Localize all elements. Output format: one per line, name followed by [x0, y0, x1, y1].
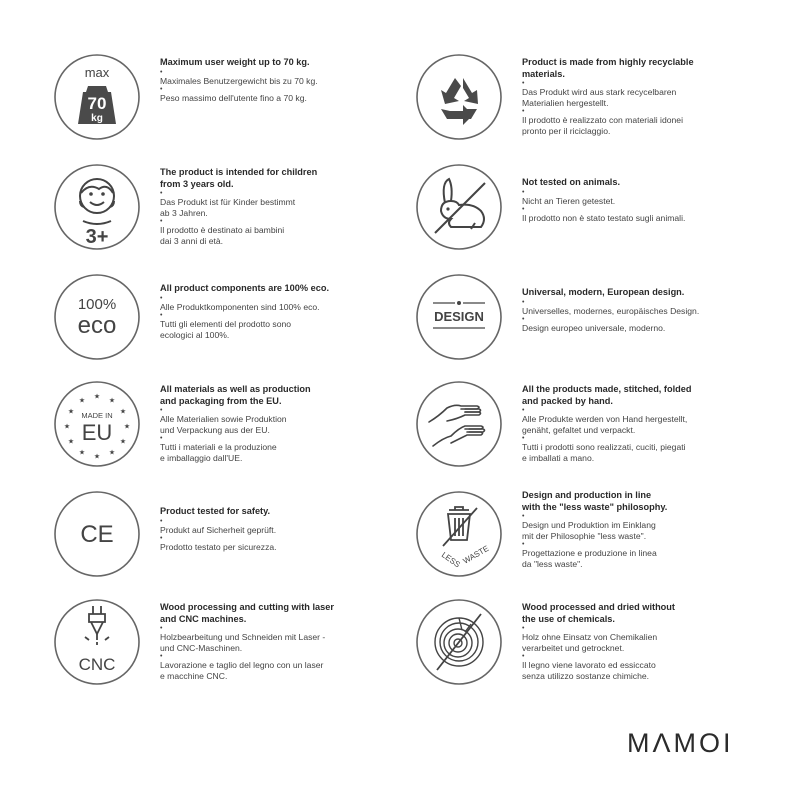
bullet-dot: • — [160, 535, 163, 542]
feature-text-it: Il prodotto è destinato ai bambini dai 3 anni di età. — [160, 225, 285, 246]
eu-star-icon: ★ — [108, 397, 116, 405]
feature-text-it: Design europeo universale, moderno. — [522, 323, 666, 333]
feature-text-de: Maximales Benutzergewicht bis zu 70 kg. — [160, 75, 318, 86]
bullet-dot: • — [160, 86, 163, 93]
feature-recyclable — [415, 53, 775, 153]
bullet-dot: • — [522, 188, 525, 196]
ce-label: CE — [80, 521, 114, 548]
weight-icon — [53, 53, 141, 141]
feature-text-de: Alle Materialien sowie Produktion und Verpackung aus der EU. — [160, 414, 287, 435]
feature-title: Product tested for safety. — [160, 506, 271, 516]
feature-text-it: Lavorazione e taglio del legno con un laser e macchine CNC. — [160, 660, 324, 681]
feature-text-de: Alle Produktkomponenten sind 100% eco. — [160, 301, 320, 312]
feature-text-it: Il prodotto è realizzato con materiali idonei pronto per il riciclaggio. — [522, 115, 683, 136]
weight-icon-kg: kg — [91, 113, 103, 124]
bullet-dot: • — [522, 316, 525, 323]
feature-handmade — [415, 380, 775, 480]
feature-text-de: Holz ohne Einsatz von Chemikalien verarbeitet und getrocknet. — [522, 632, 658, 653]
eu-star-icon: ★ — [67, 408, 75, 416]
bullet-dot: • — [522, 541, 525, 548]
feature-text-de: Das Produkt wird aus stark recycelbaren Materialien hergestellt. — [522, 87, 677, 108]
feature-text-it: Progettazione e produzione in linea da "less waste". — [522, 548, 657, 569]
age-label: 3+ — [85, 226, 109, 248]
less-waste-icon — [415, 490, 503, 578]
bullet-dot: • — [160, 190, 163, 197]
bullet-dot: • — [160, 312, 163, 319]
bullet-dot: • — [160, 407, 163, 414]
feature-title: Not tested on animals. — [522, 177, 621, 187]
bullet-dot: • — [522, 513, 525, 520]
bullet-dot: • — [160, 218, 163, 225]
eu-star-icon: ★ — [123, 423, 131, 431]
feature-weight — [53, 53, 413, 153]
eco-percent: 100% — [77, 296, 117, 313]
made-in-eu-icon — [53, 380, 141, 468]
feature-text-it: Prodotto testato per sicurezza. — [160, 542, 277, 552]
bullet-dot: • — [160, 517, 163, 525]
recycle-icon — [415, 53, 503, 141]
bullet-dot: • — [522, 108, 525, 115]
feature-title: Wood processed and dried without the use of chemicals. — [522, 602, 675, 624]
feature-safety — [53, 490, 413, 590]
design-word: DESIGN — [434, 309, 484, 324]
eu-star-icon: ★ — [78, 397, 86, 405]
feature-text-de: Das Produkt ist für Kinder bestimmt ab 3 Jahren. — [160, 197, 296, 218]
child-face-icon — [53, 163, 141, 251]
feature-text-de: Holzbearbeitung und Schneiden mit Laser - und CNC-Maschinen. — [160, 632, 326, 653]
feature-less-waste — [415, 490, 775, 590]
less-label: LESS — [439, 550, 462, 570]
feature-title: All materials as well as production and packaging from the EU. — [160, 384, 311, 406]
feature-text-it: Tutti i materiali e la produzione e imballaggio dall'UE. — [160, 442, 277, 463]
feature-text-it: Tutti i prodotti sono realizzati, cuciti, piegati e imballati a mano. — [522, 442, 686, 463]
feature-text-it: Peso massimo dell'utente fino a 70 kg. — [160, 93, 307, 103]
bullet-dot: • — [522, 206, 525, 213]
feature-design — [415, 273, 775, 373]
eu-star-icon: ★ — [93, 453, 101, 461]
weight-icon-70: 70 — [87, 94, 107, 113]
eu-star-icon: ★ — [93, 393, 101, 401]
wood-log-icon — [415, 598, 503, 686]
feature-made-in-eu — [53, 380, 413, 480]
bullet-dot: • — [522, 80, 525, 87]
feature-cnc — [53, 598, 413, 698]
feature-title: All the products made, stitched, folded and packed by hand. — [522, 384, 692, 406]
feature-text-de: Universelles, modernes, europäisches Design. — [522, 305, 700, 316]
rabbit-icon — [415, 163, 503, 251]
eco-word: eco — [77, 312, 117, 339]
feature-text-it: Il legno viene lavorato ed essiccato senza utilizzo sostanze chimiche. — [522, 660, 656, 681]
ce-mark-icon — [53, 490, 141, 578]
feature-text-de: Nicht an Tieren getestet. — [522, 195, 616, 206]
feature-text-de: Alle Produkte werden von Hand hergestellt, genäht, gefaltet und verpackt. — [522, 414, 688, 435]
bullet-dot: • — [160, 68, 163, 76]
bullet-dot: • — [522, 435, 525, 442]
feature-title: The product is intended for children from 3 years old. — [160, 167, 318, 189]
feature-text-it: Il prodotto non è stato testato sugli animali. — [522, 213, 686, 223]
waste-label: WASTE — [461, 543, 491, 566]
bullet-dot: • — [160, 435, 163, 442]
feature-cruelty-free — [415, 163, 775, 263]
eu-star-icon: ★ — [67, 438, 75, 446]
cnc-label: CNC — [78, 655, 116, 674]
bullet-dot: • — [522, 653, 525, 660]
feature-title: Wood processing and cutting with laser and CNC machines. — [160, 602, 334, 624]
eu-star-icon: ★ — [108, 449, 116, 457]
eu-star-icon: ★ — [119, 438, 127, 446]
bullet-dot: • — [160, 653, 163, 660]
eco-icon — [53, 273, 141, 361]
eu-star-icon: ★ — [63, 423, 71, 431]
feature-title: All product components are 100% eco. — [160, 283, 329, 293]
made-in-label: MADE IN — [81, 411, 113, 420]
hands-icon — [415, 380, 503, 468]
feature-title: Maximum user weight up to 70 kg. — [160, 57, 310, 67]
brand-logo: MΛMOI — [627, 728, 734, 758]
eu-star-icon: ★ — [119, 408, 127, 416]
feature-age — [53, 163, 413, 263]
feature-title: Design and production in line with the "less waste" philosophy. — [522, 490, 668, 512]
bullet-dot: • — [160, 294, 163, 302]
cnc-laser-icon — [53, 598, 141, 686]
design-icon — [415, 273, 503, 361]
feature-title: Universal, modern, European design. — [522, 287, 685, 297]
bullet-dot: • — [522, 407, 525, 414]
eu-star-icon: ★ — [78, 449, 86, 457]
eu-label: EU — [81, 420, 113, 445]
feature-eco — [53, 273, 413, 373]
feature-no-chemicals — [415, 598, 775, 698]
weight-icon-max: max — [84, 65, 110, 80]
feature-text-it: Tutti gli elementi del prodotto sono ecologici al 100%. — [160, 319, 292, 340]
bullet-dot: • — [160, 625, 163, 632]
feature-text-de: Design und Produktion im Einklang mit der Philosophie "less waste". — [522, 520, 656, 541]
feature-text-de: Produkt auf Sicherheit geprüft. — [160, 524, 277, 535]
bullet-dot: • — [522, 298, 525, 306]
bullet-dot: • — [522, 625, 525, 632]
feature-title: Product is made from highly recyclable materials. — [522, 57, 694, 79]
